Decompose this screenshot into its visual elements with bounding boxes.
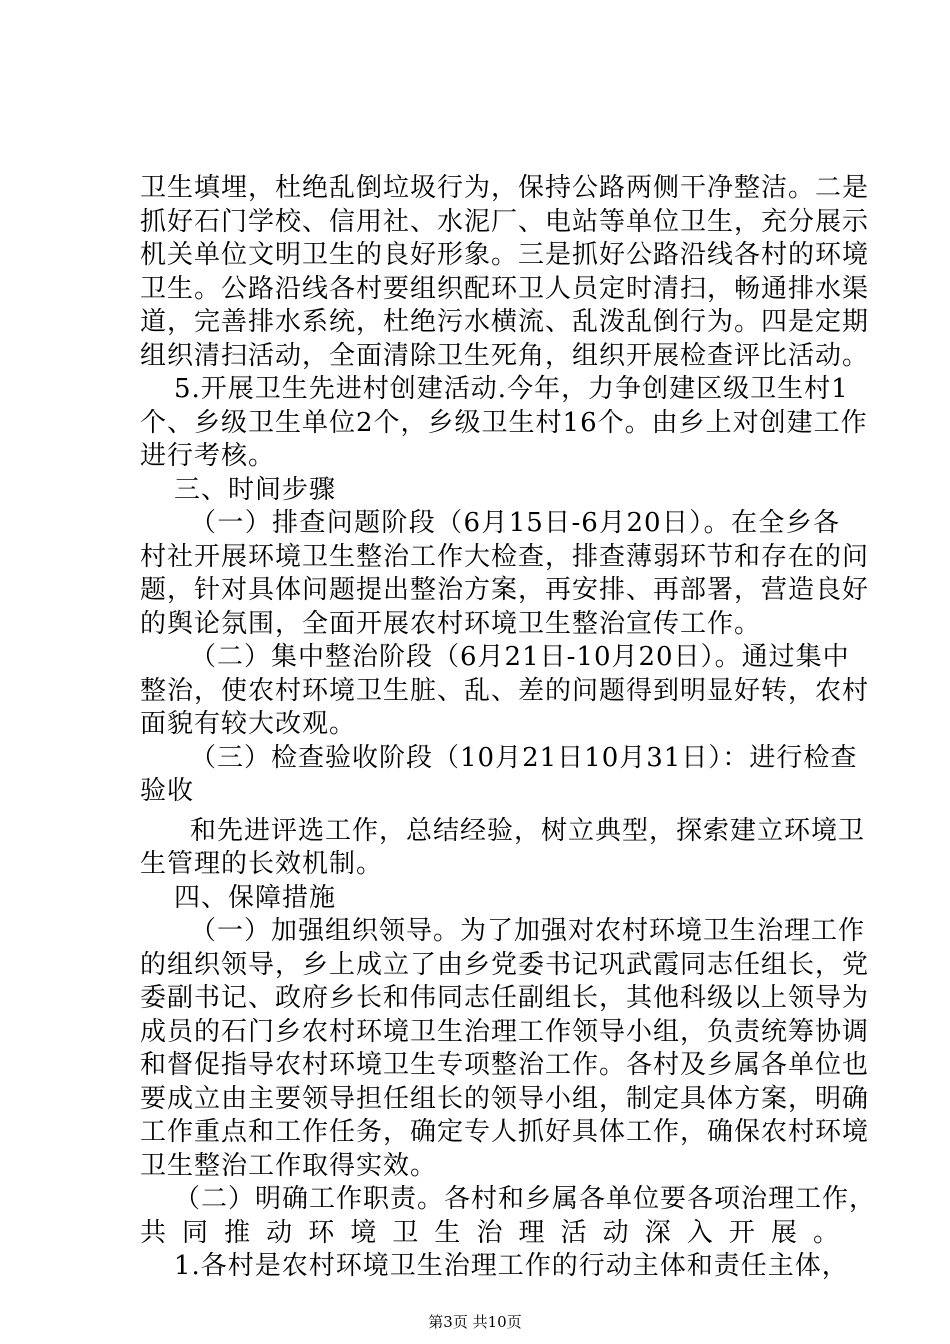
text-line: （二）集中整治阶段（6月21日-10月20日）。通过集中	[190, 642, 850, 672]
text-line: 机关单位文明卫生的良好形象。三是抓好公路沿线各村的环境	[140, 240, 870, 270]
text-line: （一）排查问题阶段（6月15日-6月20日）。在全乡各	[190, 508, 840, 538]
text-line: 村社开展环境卫生整治工作大检查，排查薄弱环节和存在的问	[140, 542, 870, 572]
text-line: 的组织领导，乡上成立了由乡党委书记巩武霞同志任组长，党	[140, 950, 870, 980]
text-line: 要成立由主要领导担任组长的领导小组，制定具体方案，明确	[140, 1084, 870, 1114]
text-line: 生管理的长效机制。	[140, 849, 384, 879]
text-line: 共同推动环境卫生治理活动深入开展。	[140, 1218, 840, 1248]
text-line: 和督促指导农村环境卫生专项整治工作。各村及乡属各单位也	[140, 1050, 870, 1080]
text-line: 抓好石门学校、信用社、水泥厂、电站等单位卫生，充分展示	[140, 207, 870, 237]
text-line: 和先进评选工作，总结经验，树立典型，探索建立环境卫	[190, 816, 866, 846]
text-line: 个、乡级卫生单位2个，乡级卫生村16个。由乡上对创建工作	[140, 408, 868, 438]
text-line: 卫生整治工作取得实效。	[140, 1151, 438, 1181]
text-line: 面貌有较大改观。	[140, 709, 357, 739]
text-line: 的舆论氛围，全面开展农村环境卫生整治宣传工作。	[140, 609, 762, 639]
text-line: 卫生填埋，杜绝乱倒垃圾行为，保持公路两侧干净整洁。二是	[140, 173, 870, 203]
section-heading: 三、时间步骤	[174, 475, 337, 505]
text-line: 1.各村是农村环境卫生治理工作的行动主体和责任主体，	[174, 1251, 849, 1281]
page-footer: 第3页 共10页	[428, 1313, 522, 1331]
text-line: 工作重点和工作任务，确定专人抓好具体工作，确保农村环境	[140, 1117, 870, 1147]
text-line: 题，针对具体问题提出整治方案，再安排、再部署，营造良好	[140, 575, 870, 605]
section-heading: 四、保障措施	[174, 883, 337, 913]
text-line: 5.开展卫生先进村创建活动.今年，力争创建区级卫生村1	[174, 374, 849, 404]
text-line: 验收	[140, 776, 195, 806]
text-line: 卫生。公路沿线各村要组织配环卫人员定时清扫，畅通排水渠	[140, 274, 870, 304]
text-line: 委副书记、政府乡长和伟同志任副组长，其他科级以上领导为	[140, 983, 870, 1013]
text-line: （一）加强组织领导。为了加强对农村环境卫生治理工作	[190, 916, 866, 946]
text-line: （二）明确工作职责。各村和乡属各单位要各项治理工作，	[174, 1184, 877, 1214]
text-line: （三）检查验收阶段（10月21日10月31日）：进行检查	[190, 743, 858, 773]
text-line: 组织清扫活动，全面清除卫生死角，组织开展检查评比活动。	[140, 341, 870, 371]
text-line: 整治，使农村环境卫生脏、乱、差的问题得到明显好转，农村	[140, 676, 870, 706]
text-line: 进行考核。	[140, 441, 276, 471]
text-line: 成员的石门乡农村环境卫生治理工作领导小组，负责统筹协调	[140, 1017, 870, 1047]
text-line: 道，完善排水系统，杜绝污水横流、乱泼乱倒行为。四是定期	[140, 307, 870, 337]
